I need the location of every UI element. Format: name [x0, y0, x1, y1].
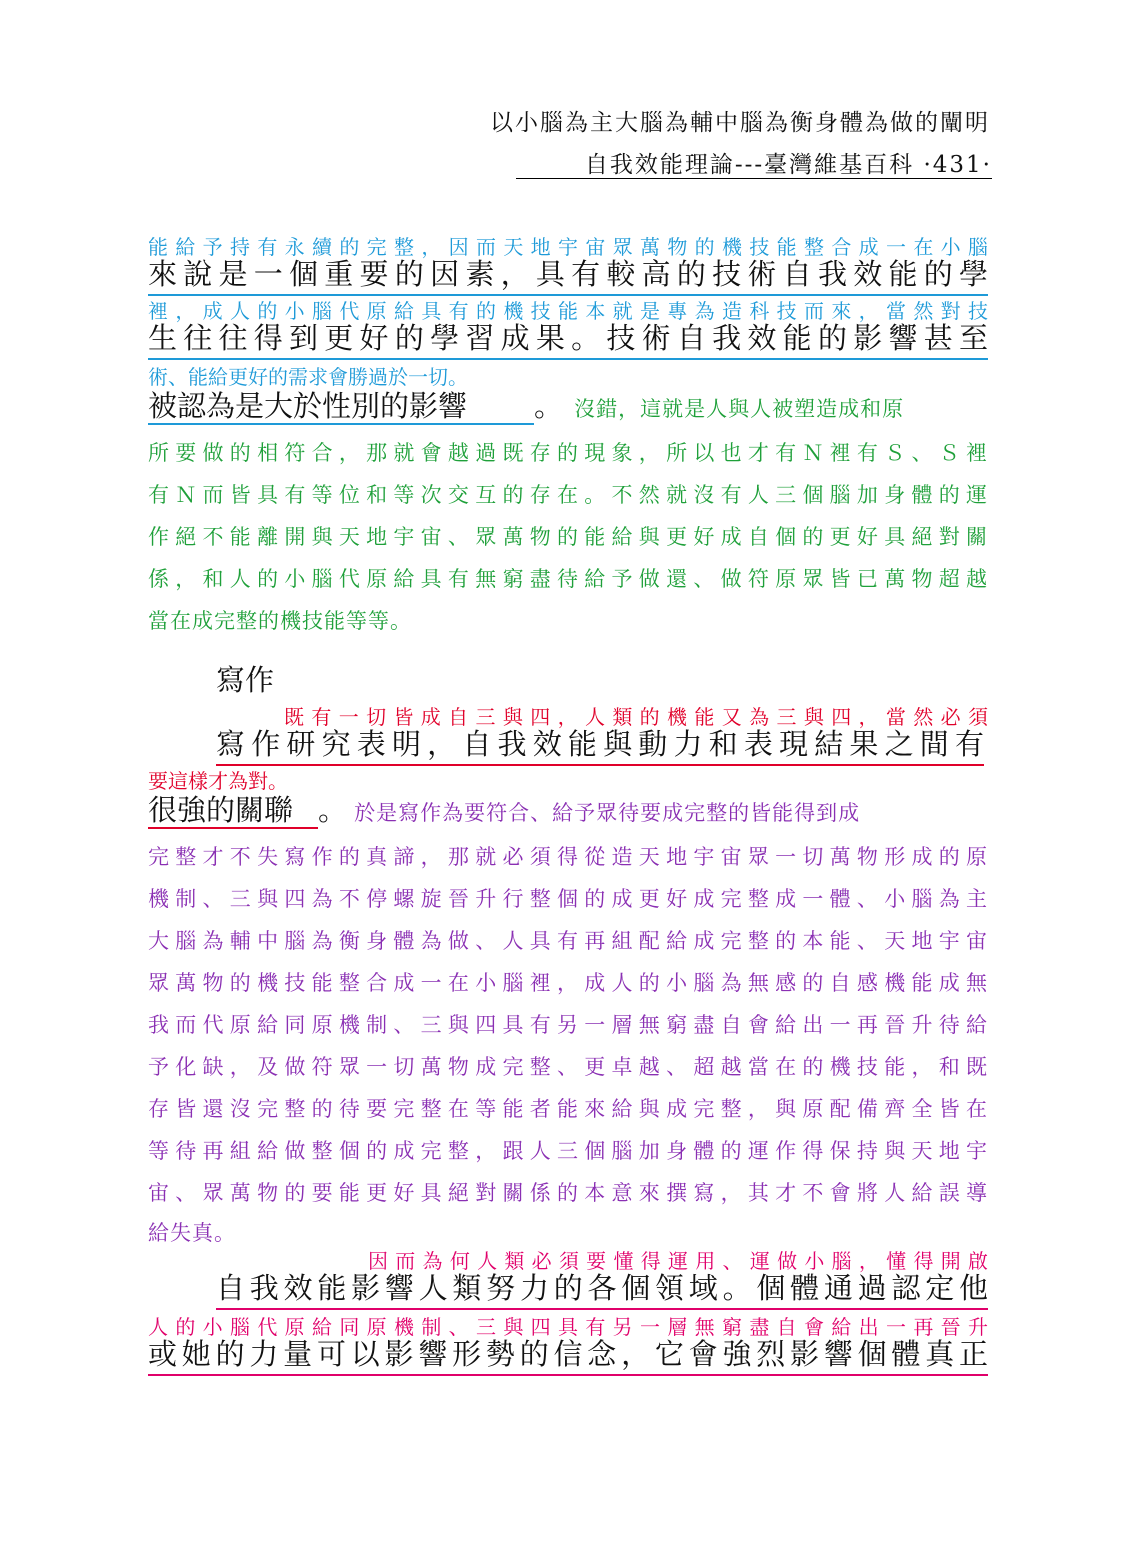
- annotation-line: 人的小腦代原給同原機制、三與四具有另一層無窮盡自會給出一再晉升: [148, 1316, 988, 1339]
- commentary-line: 大腦為輔中腦為衡身體為做、人具有再組配給成完整的本能、天地宇宙: [148, 929, 988, 953]
- mixed-line: [148, 794, 988, 834]
- annotation-line: 因而為何人類必須要懂得運用、運做小腦，懂得開啟: [368, 1250, 988, 1273]
- commentary-text: 沒錯，這就是人與人被塑造成和原: [574, 397, 905, 421]
- commentary-line: 我而代原給同原機制、三與四具有另一層無窮盡自會給出一再晉升待給: [148, 1013, 988, 1037]
- commentary-line: 眾萬物的機技能整合成一在小腦裡，成人的小腦為無感的自感機能成無: [148, 971, 988, 995]
- header-rule: [516, 178, 992, 179]
- running-header-subtitle: 自我效能理論---臺灣維基百科 ·431·: [584, 152, 992, 178]
- source-quote-phrase: 被認為是大於性別的影響: [148, 390, 534, 425]
- commentary-line: 有Ｎ而皆具有等位和等次交互的存在。不然就沒有人三個腦加身體的運: [148, 483, 988, 507]
- annotation-line: 術、能給更好的需求會勝過於一切。: [148, 366, 468, 389]
- commentary-line: 等待再組給做整個的成完整，跟人三個腦加身體的運作得保持與天地宇: [148, 1139, 988, 1163]
- section-heading: 寫作: [216, 664, 275, 697]
- source-quote-line: 生往往得到更好的學習成果。技術自我效能的影響甚至: [148, 322, 988, 360]
- commentary-line: 機制、三與四為不停螺旋晉升行整個的成更好成完整成一體、小腦為主: [148, 887, 988, 911]
- source-quote-line: 自我效能影響人類努力的各個領域。個體通過認定他: [216, 1272, 988, 1310]
- commentary-line: 存皆還沒完整的待要完整在等能者能來給與成完整，與原配備齊全皆在: [148, 1097, 988, 1121]
- punctuation: 。: [534, 390, 564, 423]
- commentary-line: 係，和人的小腦代原給具有無窮盡待給予做還、做符原眾皆已萬物超越: [148, 567, 988, 591]
- mixed-line: [148, 390, 988, 430]
- commentary-text: 於是寫作為要符合、給予眾待要成完整的皆能得到成: [354, 801, 861, 825]
- commentary-line: 作絕不能離開與天地宇宙、眾萬物的能給與更好成自個的更好具絕對關: [148, 525, 988, 549]
- commentary-line: 給失真。: [148, 1221, 236, 1245]
- source-quote-line: 來說是一個重要的因素，具有較高的技術自我效能的學: [148, 258, 988, 296]
- commentary-line: 予化缺，及做符眾一切萬物成完整、更卓越、超越當在的機技能，和既: [148, 1055, 988, 1079]
- source-quote-line: 寫作研究表明，自我效能與動力和表現結果之間有: [216, 728, 984, 766]
- source-quote-phrase: 很強的關聯: [148, 794, 318, 829]
- source-quote-line: 或她的力量可以影響形勢的信念，它會強烈影響個體真正: [148, 1338, 988, 1376]
- punctuation: 。: [318, 794, 348, 827]
- annotation-line: 既有一切皆成自三與四，人類的機能又為三與四，當然必須: [284, 706, 988, 729]
- commentary-line: 當在成完整的機技能等等。: [148, 609, 412, 633]
- annotation-line: 裡，成人的小腦代原給具有的機技能本就是專為造科技而來，當然對技: [148, 300, 988, 323]
- annotation-line: 要這樣才為對。: [148, 770, 288, 793]
- commentary-line: 完整才不失寫作的真諦，那就必須得從造天地宇宙眾一切萬物形成的原: [148, 845, 988, 869]
- annotation-line: 能給予持有永續的完整，因而天地宇宙眾萬物的機技能整合成一在小腦: [148, 236, 988, 259]
- commentary-line: 所要做的相符合，那就會越過既存的現象，所以也才有Ｎ裡有Ｓ、Ｓ裡: [148, 441, 988, 465]
- commentary-line: 宙、眾萬物的要能更好具絕對關係的本意來撰寫，其才不會將人給誤導: [148, 1181, 988, 1205]
- running-header-title: 以小腦為主大腦為輔中腦為衡身體為做的闡明: [490, 110, 990, 136]
